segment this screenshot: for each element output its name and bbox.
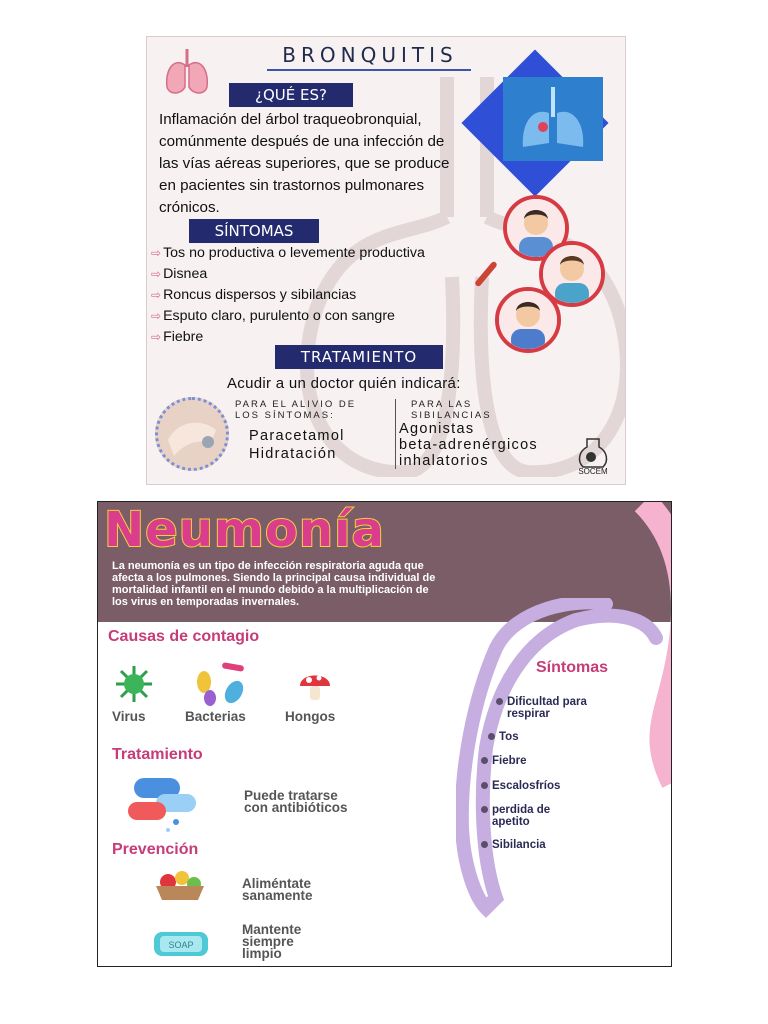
bacteria-icon: [188, 662, 252, 708]
causa-label-hongos: Hongos: [285, 709, 336, 724]
bullet-dot: [481, 757, 488, 764]
col1-heading-line: LOS SÍNTOMAS:: [235, 410, 335, 421]
bullet-dot: [488, 733, 495, 740]
list-item: ⇨ Esputo claro, purulento o con sangre: [151, 306, 425, 327]
list-item: ⇨ Fiebre: [151, 327, 425, 348]
col1-item: Hidratación: [249, 446, 337, 462]
tratamiento-heading: Tratamiento: [112, 746, 203, 763]
lungs-icon: [163, 47, 211, 97]
arrow-icon: ⇨: [151, 330, 162, 344]
pills-icon: [126, 772, 200, 836]
sintoma-item: Tos: [488, 731, 519, 743]
fruit-basket-icon: [152, 868, 208, 904]
description-line: afecta a los pulmones. Siendo la principal causa individual de: [112, 572, 436, 584]
virus-icon: [114, 664, 154, 704]
bullet-dot: [481, 841, 488, 848]
col1-items: [249, 427, 345, 463]
description-line: mortalidad infantil en el mundo debido a la multiplicación de: [112, 584, 429, 596]
col1-item: Paracetamol: [249, 428, 345, 444]
causa-label-virus: Virus: [112, 709, 146, 724]
prevencion-line: sanamente: [242, 888, 313, 903]
mushroom-icon: [298, 668, 332, 702]
causa-label-bacterias: Bacterias: [185, 709, 246, 724]
neumonia-infographic: [97, 501, 672, 967]
acudir-text: Acudir a un doctor quién indicará:: [227, 375, 461, 392]
definition-line: las vías aéreas superiores, que se produce: [159, 155, 450, 172]
headache-person-avatar: [495, 287, 561, 353]
definition-line: en pacientes sin trastornos pulmonares: [159, 177, 425, 194]
que-es-banner: ¿QUÉ ES?: [229, 83, 353, 107]
logo-text: SOCEM: [578, 467, 608, 475]
list-item: ⇨ Disnea: [151, 264, 425, 285]
socem-logo: [573, 435, 613, 475]
tratamiento-line: con antibióticos: [244, 800, 348, 815]
sintoma-item: Fiebre: [481, 755, 527, 767]
col2-heading: [411, 399, 492, 421]
bronquitis-infographic: [146, 36, 626, 485]
col2-item: beta-adrenérgicos: [399, 437, 538, 453]
soap-icon: [152, 928, 210, 958]
col1-heading: [235, 399, 356, 421]
prevencion-1-text: [242, 878, 313, 902]
sintoma-item: Dificultad para respirar: [496, 696, 587, 720]
prevencion-2-text: [242, 924, 301, 960]
sintomas-heading: Síntomas: [536, 659, 609, 676]
prevencion-line: Mantente: [242, 922, 302, 937]
col2-item: inhalatorios: [399, 453, 489, 469]
definition-text: [159, 109, 489, 219]
causas-heading: Causas de contagio: [108, 628, 260, 645]
list-item: ⇨ Tos no productiva o levemente productiva: [151, 243, 425, 264]
list-item: ⇨ Roncus dispersos y sibilancias: [151, 285, 425, 306]
bullet-dot: [496, 698, 503, 705]
description-text: [112, 560, 512, 608]
soap-text: SOAP: [168, 940, 194, 950]
definition-line: comúnmente después de una infección de: [159, 133, 445, 150]
definition-line: Inflamación del árbol traqueobronquial,: [159, 111, 422, 128]
definition-line: crónicos.: [159, 199, 220, 216]
page-title: BRONQUITIS: [282, 43, 458, 67]
inhaler-hand-image: [155, 397, 229, 471]
col2-item: Agonistas: [399, 421, 475, 437]
symptom-list: [151, 243, 425, 348]
sintomas-banner: SÍNTOMAS: [189, 219, 319, 243]
col1-heading-line: PARA EL ALIVIO DE: [235, 399, 357, 410]
col2-heading-line: SIBILANCIAS: [411, 410, 492, 421]
sintoma-item: perdida de apetito: [481, 804, 550, 828]
column-divider: [395, 399, 396, 469]
title-underline: [267, 69, 471, 71]
description-line: La neumonía es un tipo de infección respiratoria aguda que: [112, 560, 424, 572]
chest-xray-image: [503, 77, 603, 161]
arrow-icon: ⇨: [151, 246, 162, 260]
tratamiento-text: [244, 790, 348, 814]
page-title: Neumonía: [104, 502, 385, 558]
arrow-icon: ⇨: [151, 288, 162, 302]
arrow-icon: ⇨: [151, 267, 162, 281]
col2-heading-line: PARA LAS: [411, 399, 473, 410]
prevencion-line: limpio: [242, 946, 282, 961]
prevencion-line: siempre: [242, 934, 294, 949]
col2-items: [399, 421, 538, 469]
prevencion-heading: Prevención: [112, 841, 199, 858]
tratamiento-banner: TRATAMIENTO: [275, 345, 443, 369]
tratamiento-line: Puede tratarse: [244, 788, 338, 803]
prevencion-line: Aliméntate: [242, 876, 312, 891]
description-line: los virus en temporadas invernales.: [112, 596, 300, 608]
sintoma-item: Sibilancia: [481, 839, 546, 851]
sintoma-item: Escalosfríos: [481, 780, 560, 792]
bullet-dot: [481, 782, 488, 789]
arrow-icon: ⇨: [151, 309, 162, 323]
bullet-dot: [481, 806, 488, 813]
